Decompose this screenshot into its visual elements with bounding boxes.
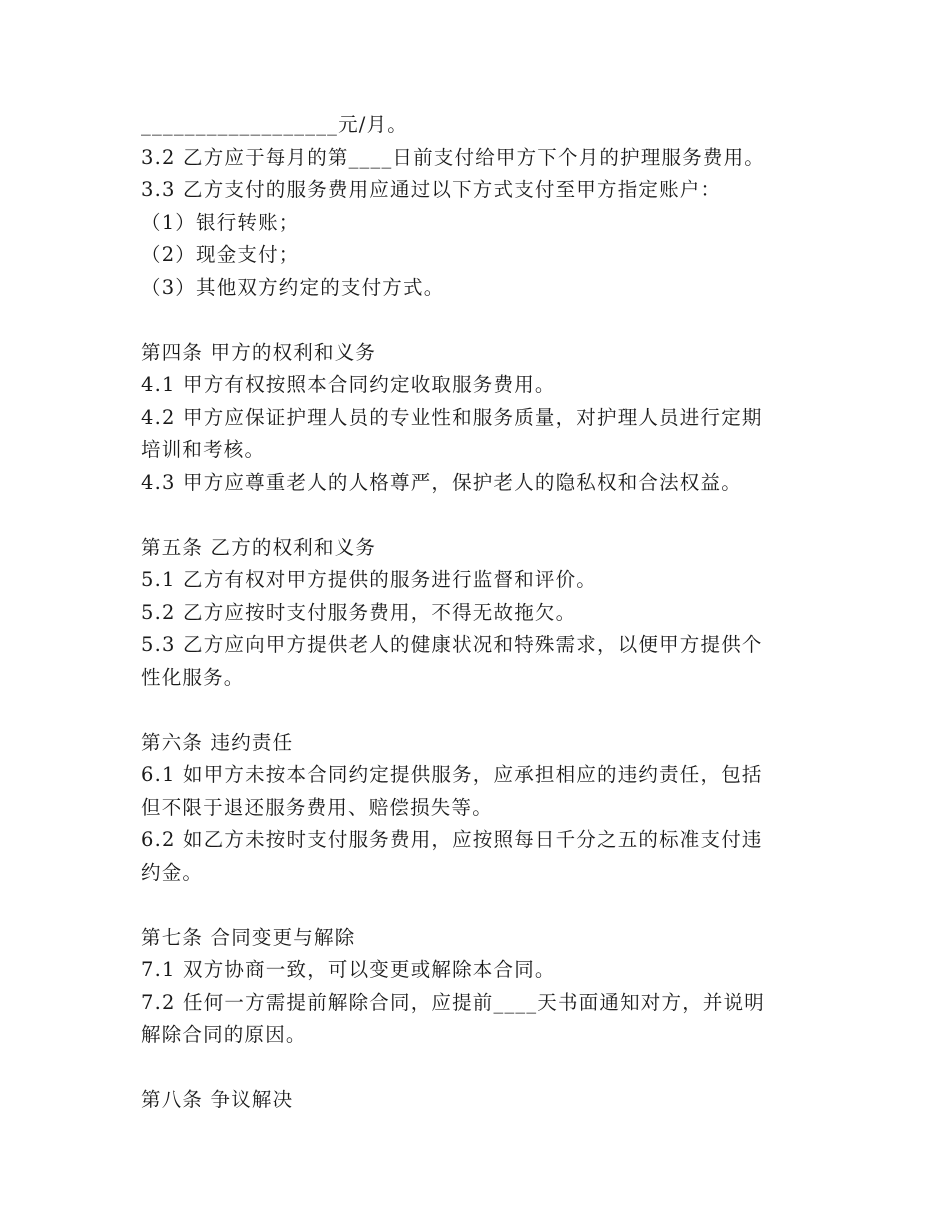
article-7-heading: 第七条 合同变更与解除 [141,925,356,949]
clause-6-2-line-1: 6.2 如乙方未按时支付服务费用，应按照每日千分之五的标准支付违 [141,828,763,851]
article-6-heading: 第六条 违约责任 [141,730,294,754]
paragraph-gap [141,694,801,727]
clause-4-2-line-1: 4.2 甲方应保证护理人员的专业性和服务质量，对护理人员进行定期 [141,405,763,429]
article-5-heading: 第五条 乙方的权利和义务 [141,535,377,559]
clause-5-3-line-1: 5.3 乙方应向甲方提供老人的健康状况和特殊需求，以便甲方提供个 [141,633,763,656]
paragraph-gap [141,1052,801,1085]
clause-5-3-line-2: 性化服务。 [141,665,245,689]
article-4-heading: 第四条 甲方的权利和义务 [141,340,377,364]
clause-4-2-line-2: 培训和考核。 [141,438,266,461]
payment-option-3: （3）其他双方约定的支付方式。 [141,275,445,299]
clause-4-3: 4.3 甲方应尊重老人的人格尊严，保护老人的隐私权和合法权益。 [141,470,742,494]
payment-option-2: （2）现金支付； [141,243,300,266]
fee-amount-line: __________________元/月。 [141,113,408,136]
clause-6-2-line-2: 约金。 [141,860,204,884]
clause-6-1-line-2: 但不限于退还服务费用、赔偿损失等。 [141,795,493,819]
document-body [141,109,801,1117]
clause-4-1: 4.1 甲方有权按照本合同约定收取服务费用。 [141,373,556,396]
payment-option-1: （1）银行转账； [141,210,300,234]
paragraph-gap [141,889,801,922]
clause-6-1-line-1: 6.1 如甲方未按本合同约定提供服务，应承担相应的违约责任，包括 [141,763,763,786]
clause-5-2: 5.2 乙方应按时支付服务费用，不得无故拖欠。 [141,600,577,624]
clause-7-1: 7.1 双方协商一致，可以变更或解除本合同。 [141,958,556,981]
clause-3-3: 3.3 乙方支付的服务费用应通过以下方式支付至甲方指定账户： [141,178,722,201]
clause-7-2-line-2: 解除合同的原因。 [141,1023,307,1046]
paragraph-gap [141,499,801,532]
article-8-heading: 第八条 争议解决 [141,1088,294,1111]
paragraph-gap [141,304,801,337]
clause-7-2-line-1: 7.2 任何一方需提前解除合同，应提前____天书面通知对方，并说明 [141,990,766,1014]
clause-5-1: 5.1 乙方有权对甲方提供的服务进行监督和评价。 [141,568,598,591]
clause-3-2: 3.2 乙方应于每月的第____日前支付给甲方下个月的护理服务费用。 [141,145,766,169]
